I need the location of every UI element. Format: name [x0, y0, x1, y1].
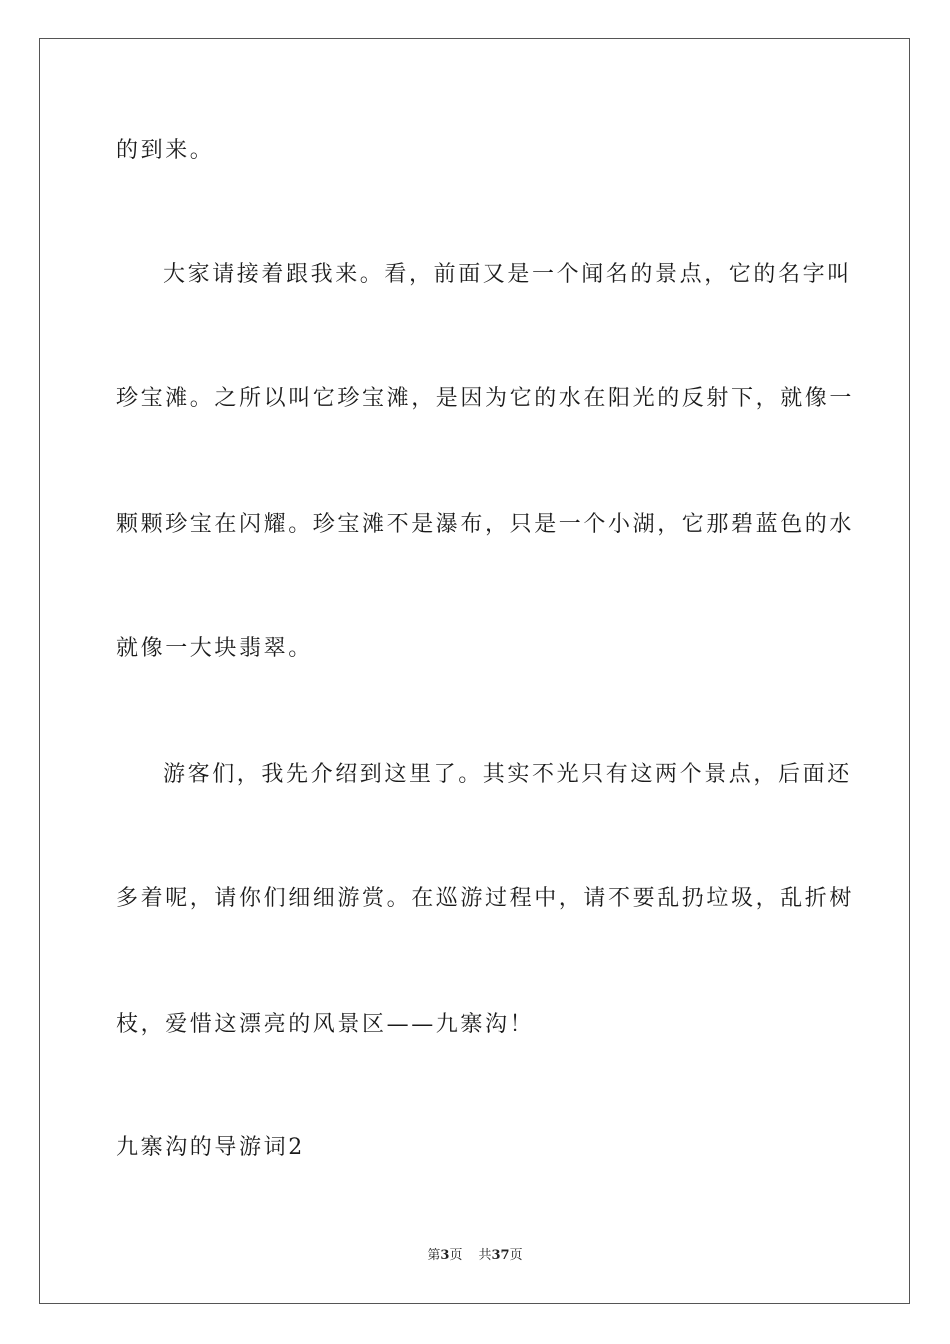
text-line-4: 颗颗珍宝在闪耀。珍宝滩不是瀑布，只是一个小湖，它那碧蓝色的水 — [116, 512, 855, 537]
footer-page-suffix: 页 — [449, 1248, 463, 1263]
footer-total-prefix: 共 — [478, 1248, 492, 1263]
text-line-6: 游客们，我先介绍到这里了。其实不光只有这两个景点，后面还 — [163, 762, 852, 787]
text-line-8: 枝，爱惜这漂亮的风景区——九寨沟！ — [116, 1012, 535, 1037]
text-line-3: 珍宝滩。之所以叫它珍宝滩，是因为它的水在阳光的反射下，就像一 — [116, 386, 855, 411]
text-line-2: 大家请接着跟我来。看，前面又是一个闻名的景点，它的名字叫 — [163, 262, 852, 287]
footer-total-pages: 37 — [491, 1248, 510, 1263]
footer-page-number: 3 — [440, 1248, 450, 1263]
footer-page-prefix: 第 — [427, 1248, 441, 1263]
footer-total-suffix: 页 — [509, 1248, 523, 1263]
text-line-1: 的到来。 — [116, 138, 215, 163]
page-border — [39, 38, 910, 1304]
text-line-5: 就像一大块翡翠。 — [116, 636, 313, 661]
section-heading: 九寨沟的导游词2 — [116, 1135, 305, 1160]
page-footer — [0, 1247, 950, 1265]
text-line-7: 多着呢，请你们细细游赏。在巡游过程中，请不要乱扔垃圾，乱折树 — [116, 886, 855, 911]
